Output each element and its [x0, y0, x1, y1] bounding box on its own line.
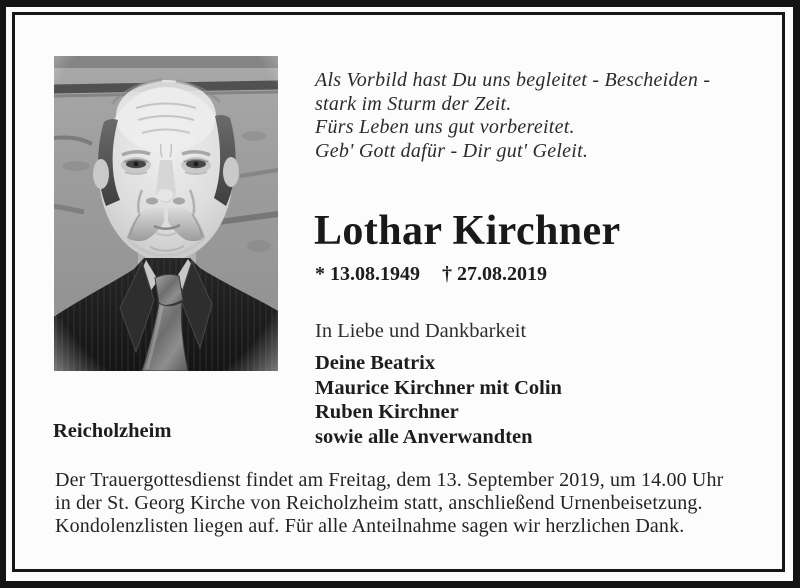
- place-name: Reicholzheim: [53, 420, 172, 442]
- portrait-photo: [54, 56, 278, 371]
- funeral-details: [55, 469, 723, 538]
- death-date: † 27.08.2019: [442, 263, 547, 285]
- mourner-line: Maurice Kirchner mit Colin: [315, 376, 562, 399]
- memorial-verse: [315, 69, 710, 163]
- funeral-line: Der Trauergottesdienst findet am Freitag, dem 13. September 2019, um 14.00 Uhr: [55, 469, 724, 491]
- funeral-line: Kondolenzlisten liegen auf. Für alle Anteilnahme sagen wir herzlichen Dank.: [55, 515, 685, 537]
- verse-line: Fürs Leben uns gut vorbereitet.: [315, 116, 575, 138]
- life-dates: [315, 263, 547, 286]
- verse-line: Geb' Gott dafür - Dir gut' Geleit.: [315, 139, 589, 162]
- mourner-line: Ruben Kirchner: [315, 401, 459, 423]
- verse-line: Als Vorbild hast Du uns begleitet - Bescheiden -: [315, 69, 711, 91]
- portrait-illustration: [54, 56, 278, 371]
- mourners-list: [315, 351, 562, 449]
- deceased-name: Lothar Kirchner: [314, 208, 621, 254]
- notice-card: [6, 7, 793, 581]
- verse-line: stark im Sturm der Zeit.: [315, 92, 512, 115]
- mourner-line: sowie alle Anverwandten: [315, 425, 533, 448]
- funeral-line: in der St. Georg Kirche von Reicholzheim statt, anschließend Urnenbeisetzung.: [55, 492, 703, 514]
- dedication-line: In Liebe und Dankbarkeit: [315, 320, 527, 342]
- birth-date: * 13.08.1949: [315, 263, 420, 285]
- mourner-line: Deine Beatrix: [315, 352, 436, 374]
